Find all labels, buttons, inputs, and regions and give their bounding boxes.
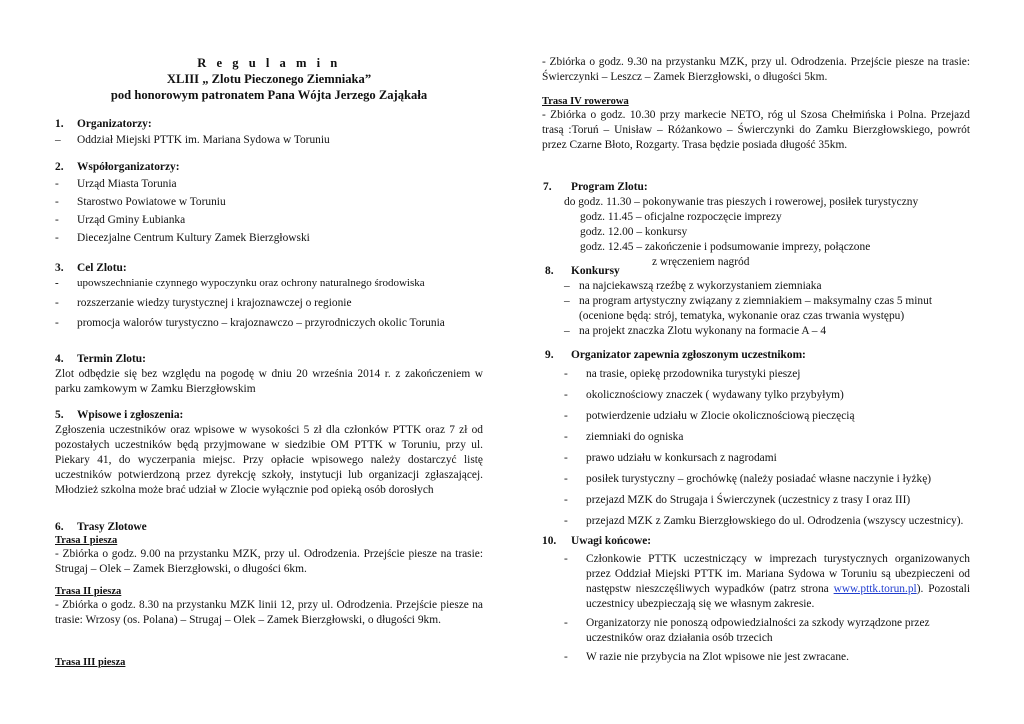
list-dash: – — [564, 325, 570, 337]
list-item: przejazd MZK z Zamku Bierzgłowskiego do ul. Odrodzenia (wszyscy uczestnicy). — [586, 515, 964, 527]
route-3-label: Trasa III piesza — [55, 657, 126, 668]
program-line: godz. 12.00 – konkursy — [580, 226, 688, 238]
section-provides — [542, 348, 970, 529]
list-item: na program artystyczny związany z ziemniakiem – maksymalny czas 5 minut (ocenione będą: strój, tematyka, wykonanie oraz czas trwania występu) — [579, 295, 932, 322]
section-heading: Cel Zlotu: — [77, 262, 127, 274]
title-block — [55, 55, 483, 103]
route-1-text: - Zbiórka o godz. 9.00 na przystanku MZK, przy ul. Odrodzenia. Przejście piesze na trasie: Strugaj – Olek – Zamek Bierzgłowski, o długości 6km. — [55, 548, 483, 575]
list-item: na projekt znaczka Zlotu wykonany na formacie A – 4 — [579, 325, 827, 337]
section-number: 9. — [545, 349, 554, 361]
section-number: 4. — [55, 353, 64, 365]
list-bullet: - — [564, 368, 568, 380]
list-bullet: - — [564, 473, 568, 485]
list-bullet: - — [55, 297, 59, 309]
list-bullet: - — [55, 178, 59, 190]
section-heading: Organizator zapewnia zgłoszonym uczestnikom: — [571, 349, 806, 361]
list-bullet: - — [55, 214, 59, 226]
list-item: Urząd Miasta Torunia — [77, 178, 177, 190]
section-text: Zgłoszenia uczestników oraz wpisowe w wysokości 5 zł dla członków PTTK oraz 7 zł od pozostałych uczestników będą przyjmowane w siedzibie OM PTTK w Toruniu, przy ul. Piekary 41, do wyczerpania miejsc. Przy opłacie wpisowego należy dostarczyć listę uczestników potwierdzoną przez dyrekcję szkoły, instytucji lub organizacji zgłaszającej. Młodzież szkolna może brać udział w Zlocie wyłącznie pod opieką osób dorosłych — [55, 424, 483, 496]
section-heading: Trasy Zlotowe — [77, 521, 147, 533]
section-number: 1. — [55, 118, 64, 130]
route-2-label: Trasa II piesza — [55, 586, 122, 597]
list-item: Diecezjalne Centrum Kultury Zamek Bierzgłowski — [77, 232, 310, 244]
route-1-label: Trasa I piesza — [55, 535, 118, 546]
title-event: XLIII „ Zlotu Pieczonego Ziemniaka” — [166, 72, 372, 86]
section-number: 5. — [55, 409, 64, 421]
program-line: godz. 12.45 – zakończenie i podsumowanie imprezy, połączone — [580, 241, 871, 253]
section-contests — [542, 264, 970, 339]
section-organizers — [55, 117, 483, 148]
list-bullet: - — [564, 494, 568, 506]
section-number: 3. — [55, 262, 64, 274]
list-item: okolicznościowy znaczek ( wydawany tylko przybyłym) — [586, 389, 844, 401]
list-item: promocja walorów turystyczno – krajoznawczo – przyrodniczych okolic Torunia — [77, 317, 445, 329]
section-heading: Wpisowe i zgłoszenia: — [77, 409, 184, 421]
section-heading: Współorganizatorzy: — [77, 161, 180, 173]
section-heading: Konkursy — [571, 265, 620, 277]
list-item: posiłek turystyczny – grochówkę (należy posiadać własne naczynie i łyżkę) — [586, 473, 932, 485]
list-item: upowszechnianie czynnego wypoczynku oraz ochrony naturalnego środowiska — [77, 277, 425, 289]
section-final-notes — [542, 534, 970, 665]
list-dash: – — [564, 295, 570, 307]
program-line: godz. 11.45 – oficjalne rozpoczęcie imprezy — [580, 211, 782, 223]
section-number: 8. — [545, 265, 554, 277]
route-2-text: - Zbiórka o godz. 8.30 na przystanku MZK linii 12, przy ul. Odrodzenia. Przejście piesze na trasie: Wrzosy (os. Polana) – Strugaj – Olek – Zamek Bierzgłowski, o długości 9km. — [55, 599, 483, 626]
list-item: na najciekawszą rzeźbę z wykorzystaniem ziemniaka — [579, 280, 822, 292]
list-bullet: - — [564, 389, 568, 401]
list-item: ziemniaki do ogniska — [586, 431, 684, 443]
list-item: prawo udziału w konkursach z nagrodami — [586, 452, 777, 464]
section-heading: Organizatorzy: — [77, 118, 152, 130]
note-1-text-b: ). Pozostali uczestnicy ubezpieczają się we własnym zakresie. — [586, 583, 970, 610]
list-dash: – — [564, 280, 570, 292]
list-bullet: - — [564, 452, 568, 464]
note-1-text-a: Członkowie PTTK uczestniczący w imprezach turystycznych organizowanych przez Oddział Miejski PTTK im. Mariana Sydowa w Toruniu są ubezpieczeni od następstw nieszczęśliwych wypadków (patrz strona — [586, 553, 970, 595]
list-bullet: - — [564, 410, 568, 422]
title-regulamin: R e g u l a m i n — [197, 56, 341, 70]
list-bullet: - — [564, 651, 568, 663]
section-fees — [55, 408, 483, 498]
route-3-label-block — [55, 657, 483, 669]
list-item: Oddział Miejski PTTK im. Mariana Sydowa w Toruniu — [77, 134, 330, 146]
section-coorganizers — [55, 160, 483, 246]
list-bullet: - — [55, 277, 59, 289]
list-bullet: - — [564, 431, 568, 443]
section-program — [542, 180, 970, 270]
section-routes — [55, 520, 483, 577]
route-4-text: - Zbiórka o godz. 10.30 przy markecie NETO, róg ul Szosa Chełmińska i Polna. Przejazd trasą :Toruń – Unisław – Różankowo – Świerczynki do Zamku Bierzgłowskiego, powrót przez Czarne Błoto, Rozgarty. Trasa będzie posiada długość 35km. — [542, 109, 970, 151]
title-patronage: pod honorowym patronatem Pana Wójta Jerzego Zająkała — [110, 88, 428, 102]
program-line: do godz. 11.30 – pokonywanie tras pieszych i rowerowej, posiłek turystyczny — [564, 196, 919, 208]
section-number: 10. — [542, 535, 557, 547]
list-item: rozszerzanie wiedzy turystycznej i krajoznawczej o regionie — [77, 297, 352, 309]
list-item — [586, 552, 970, 612]
list-item: na trasie, opiekę przodownika turystyki pieszej — [586, 368, 801, 380]
section-text: Zlot odbędzie się bez względu na pogodę w dniu 20 września 2014 r. z zakończeniem w parku zamkowym w Zamku Bierzgłowskim — [55, 368, 483, 395]
list-item: Starostwo Powiatowe w Toruniu — [77, 196, 226, 208]
section-number: 6. — [55, 521, 64, 533]
list-item: przejazd MZK do Strugaja i Świerczynek (uczestnicy z trasy I oraz III) — [586, 494, 911, 506]
route-4-label: Trasa IV rowerowa — [542, 96, 629, 107]
list-bullet: - — [564, 515, 568, 527]
section-number: 2. — [55, 161, 64, 173]
section-date — [55, 352, 483, 397]
route-3-text: - Zbiórka o godz. 9.30 na przystanku MZK, przy ul. Odrodzenia. Przejście piesze na trasie: Świerczynki – Leszcz – Zamek Bierzgłowski, o długości 5km. — [542, 56, 970, 83]
section-heading: Uwagi końcowe: — [571, 535, 652, 547]
list-item: Organizatorzy nie ponoszą odpowiedzialności za szkody wyrządzone przez uczestników oraz działania osób trzecich — [586, 617, 930, 644]
section-heading: Program Zlotu: — [571, 181, 648, 193]
list-bullet: - — [564, 553, 568, 565]
list-bullet: - — [55, 232, 59, 244]
section-goals — [55, 261, 483, 331]
list-dash: – — [55, 134, 61, 146]
program-line: z wręczeniem nagród — [652, 256, 750, 268]
route-4 — [542, 96, 970, 153]
section-heading: Termin Zlotu: — [77, 353, 146, 365]
list-item: potwierdzenie udziału w Zlocie okolicznościową pieczęcią — [586, 410, 855, 422]
list-item: Urząd Gminy Łubianka — [77, 214, 186, 226]
list-bullet: - — [55, 196, 59, 208]
list-item: W razie nie przybycia na Zlot wpisowe nie jest zwracane. — [586, 651, 849, 663]
list-bullet: - — [55, 317, 59, 329]
list-bullet: - — [564, 617, 568, 629]
pttk-website-link[interactable]: www.pttk.torun.pl — [833, 583, 917, 595]
route-2 — [55, 586, 483, 628]
section-number: 7. — [543, 181, 552, 193]
